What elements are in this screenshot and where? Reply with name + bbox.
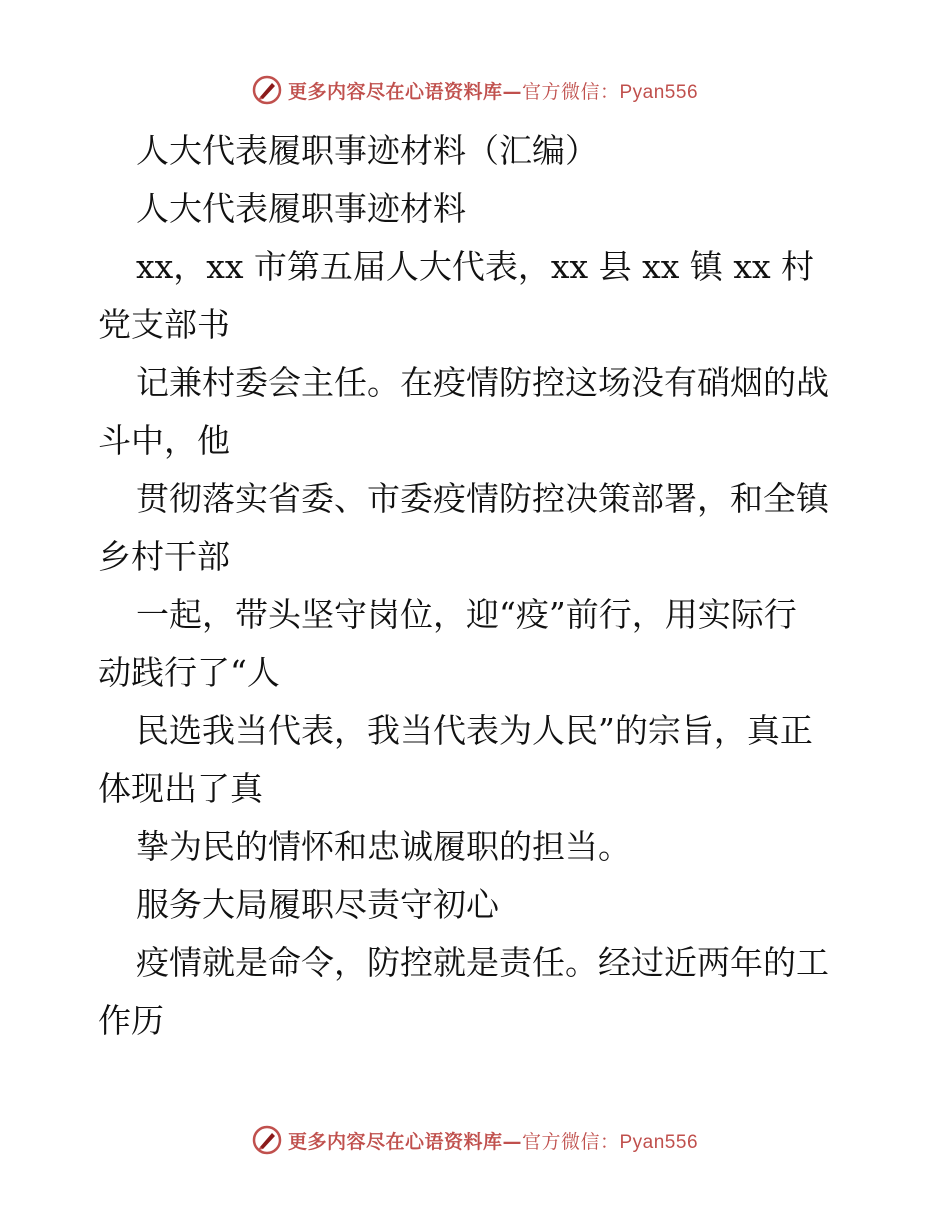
body-line: 党支部书: [98, 305, 230, 344]
footer-banner: [0, 1120, 950, 1160]
banner-text: 更多内容尽在心语资料库—官方微信：Pyan556: [287, 80, 699, 103]
doc-title: 人大代表履职事迹材料（汇编）: [136, 131, 598, 170]
body-line: 作历: [98, 1001, 164, 1040]
body-line: 体现出了真: [98, 769, 263, 808]
header-banner: [0, 70, 950, 110]
doc-subtitle: 人大代表履职事迹材料: [136, 189, 466, 228]
pen-logo-icon: [252, 75, 282, 105]
body-line: xx，xx 市第五届人大代表，xx 县 xx 镇 xx 村: [136, 247, 815, 286]
body-line: 挚为民的情怀和忠诚履职的担当。: [136, 827, 631, 866]
body-line: 记兼村委会主任。在疫情防控这场没有硝烟的战: [136, 363, 829, 402]
document-body: [98, 122, 858, 1050]
body-line: 动践行了“人: [98, 653, 280, 692]
body-line: 疫情就是命令，防控就是责任。经过近两年的工: [136, 943, 829, 982]
banner-text: 更多内容尽在心语资料库—官方微信：Pyan556: [287, 1130, 699, 1153]
body-line: 斗中，他: [98, 421, 230, 460]
body-line: 一起，带头坚守岗位，迎“疫”前行，用实际行: [136, 595, 797, 634]
body-line: 民选我当代表，我当代表为人民”的宗旨，真正: [136, 711, 813, 750]
pen-logo-icon: [252, 1125, 282, 1155]
section-heading: 服务大局履职尽责守初心: [136, 885, 499, 924]
body-line: 乡村干部: [98, 537, 230, 576]
body-line: 贯彻落实省委、市委疫情防控决策部署，和全镇: [136, 479, 829, 518]
